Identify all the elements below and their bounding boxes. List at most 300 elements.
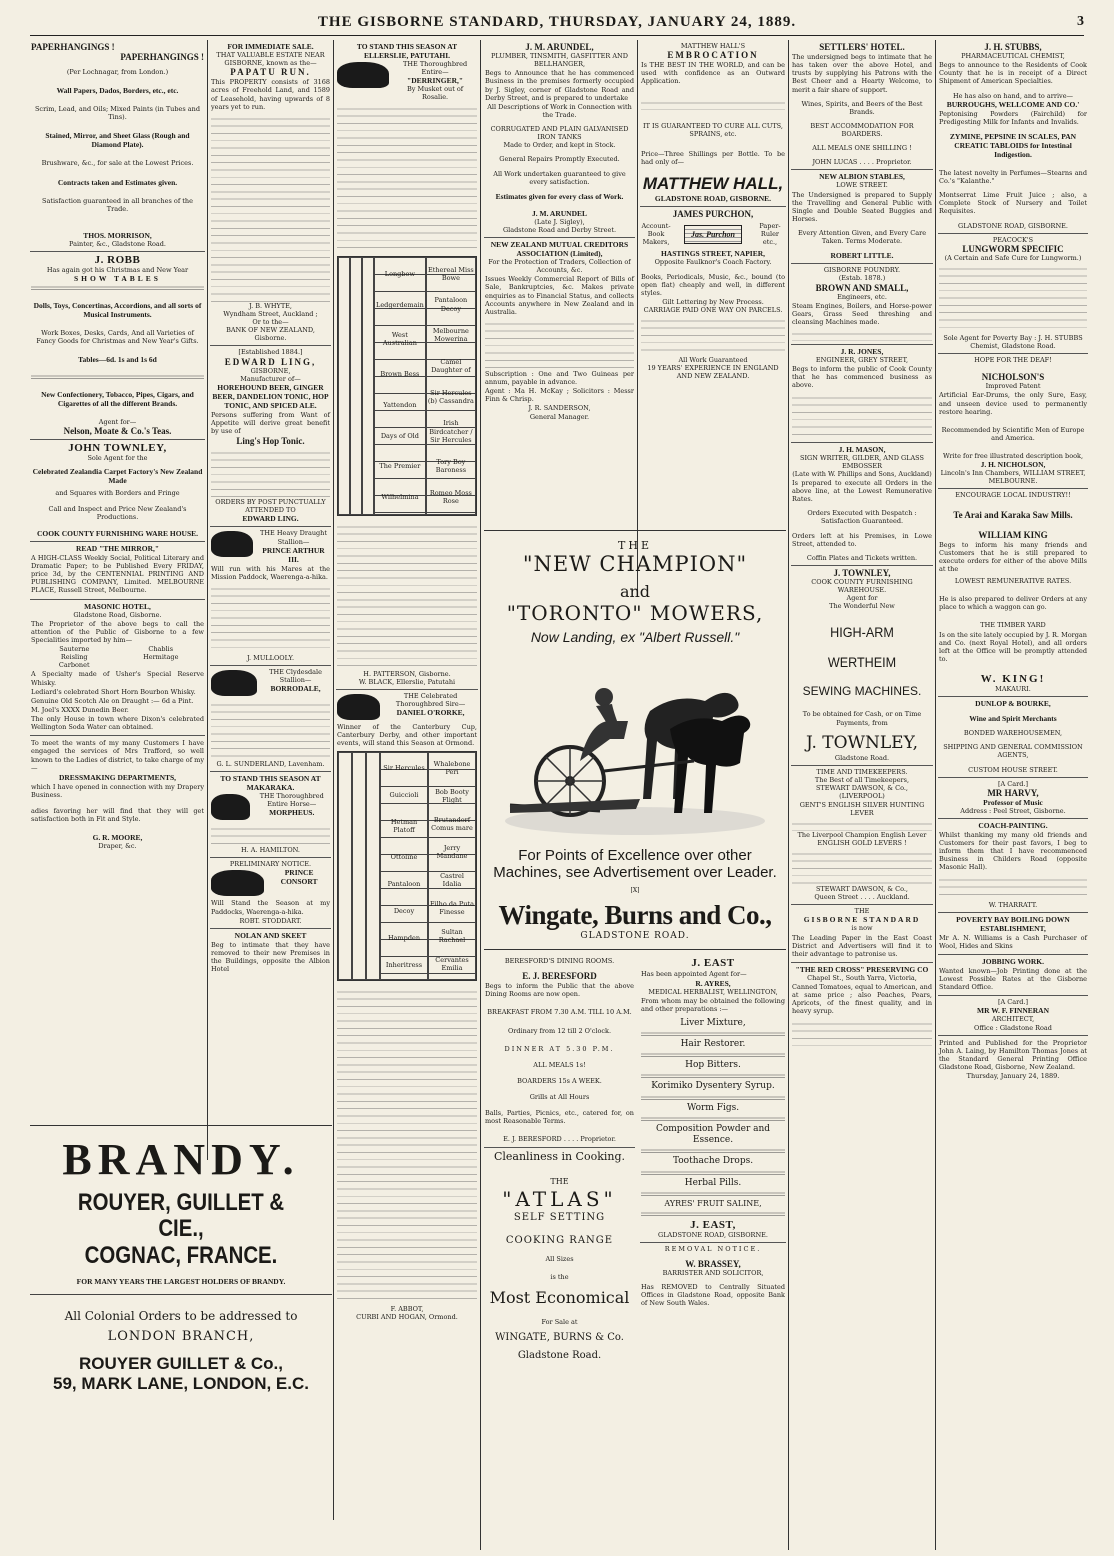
ad-line: Gladstone Road. bbox=[517, 1350, 602, 1362]
ad-line: Ordinary from 12 till 2 O'clock. bbox=[507, 1026, 612, 1035]
townley-sewing-ad bbox=[791, 566, 933, 766]
ad-line: The Best of all Timekeepers, bbox=[814, 776, 910, 785]
ad-line: J. B. WHYTE, bbox=[249, 301, 292, 310]
pedigree-name: Whalebone Peri bbox=[433, 760, 471, 777]
ad-text: Begs to inform his many friends and Customers that he is still prepared to execute orders for either of the above Mills at the bbox=[939, 540, 1087, 573]
ad-text: The only House in town where Dixon's celebrated Wellington Soda Water can obtained. bbox=[31, 715, 204, 732]
ad-name: LUNGWORM SPECIFIC bbox=[962, 243, 1064, 254]
pedigree-name: Days of Old bbox=[380, 431, 419, 440]
ad-heading: BERESFORD'S DINING ROOMS. bbox=[504, 957, 615, 965]
ad-name: EDWARD LING. bbox=[242, 514, 299, 524]
ad-line: E. J. BERESFORD . . . . Proprietor. bbox=[503, 1135, 616, 1144]
pedigree-name: Sir Hercules (b) Cassandra bbox=[427, 388, 474, 405]
ad-line: THE Thoroughbred Entire Horse— bbox=[259, 792, 324, 809]
remedy-item: Herbal Pills. bbox=[684, 1177, 742, 1188]
ad-line: IT IS GUARANTEED TO CURE ALL CUTS, SPRAINS, etc. bbox=[643, 121, 783, 138]
ad-line: SELF SETTING bbox=[513, 1212, 606, 1224]
ad-line: Wall Papers, Dados, Borders, etc., etc. bbox=[56, 86, 179, 96]
promo-landing: Now Landing, ex "Albert Russell." bbox=[530, 629, 740, 645]
ad-line: 19 YEARS' EXPERIENCE IN ENGLAND AND NEW ZEALAND. bbox=[647, 364, 779, 381]
pedigree-name: Melbourne Mowerina bbox=[432, 327, 469, 344]
ad-line: ARCHITECT, bbox=[991, 1015, 1035, 1024]
ad-text: Begs to inform the public of Cook County that he has commenced business as above. bbox=[792, 365, 932, 390]
ad-name: E. J. BERESFORD bbox=[522, 971, 597, 982]
finneran-ad bbox=[938, 996, 1088, 1035]
ad-text: Montserrat Lime Fruit Juice ; also, a Complete Stock of Nursery and Toilet Requisites. bbox=[939, 191, 1087, 216]
pedigree-name: Longbow bbox=[384, 269, 415, 278]
ad-name: COACH-PAINTING. bbox=[978, 820, 1048, 830]
ad-name: WILLIAM KING bbox=[978, 529, 1048, 540]
purchon-logo: Jas. Purchon bbox=[684, 225, 742, 244]
mason-ad bbox=[791, 443, 933, 566]
morpheus-ad bbox=[210, 772, 331, 858]
coach-ad bbox=[938, 819, 1088, 913]
deaf-ad bbox=[938, 354, 1088, 489]
ad-text: This PROPERTY consists of 3168 acres of Freehold Land, and 1589 of Leasehold, having upwards of 8 years yet to run. bbox=[211, 78, 330, 111]
ad-name: NEW ALBION STABLES, bbox=[819, 172, 905, 182]
borrodale-ad bbox=[210, 666, 331, 772]
ad-line: Brushware, &c., for sale at the Lowest Prices. bbox=[41, 159, 194, 168]
ad-line: BARRISTER AND SOLICITOR, bbox=[662, 1269, 764, 1277]
pedigree-name: Brutandorf Comus mare bbox=[431, 816, 473, 833]
foundry-ad bbox=[791, 264, 933, 345]
settlers-hotel-ad bbox=[791, 40, 933, 170]
ad-line: HIGH-ARM bbox=[830, 624, 894, 641]
ad-heading: REMOVAL NOTICE. bbox=[664, 1244, 762, 1253]
ad-line: Most Economical bbox=[489, 1287, 630, 1307]
ad-line: Lincoln's Inn Chambers, WILLIAM STREET, MELBOURNE. bbox=[940, 469, 1086, 486]
ad-line: Every Attention Given, and Every Care Taken. Terms Moderate. bbox=[797, 229, 927, 246]
column-5-lower bbox=[640, 955, 786, 1545]
ad-name: J. MULLOOLY. bbox=[246, 653, 295, 662]
ad-line: Professor of Music bbox=[983, 797, 1043, 807]
ad-line: Account-Book Makers, bbox=[641, 222, 671, 247]
ad-line: COOKING RANGE bbox=[505, 1234, 614, 1246]
remedy-item: Composition Powder and Essence. bbox=[655, 1123, 771, 1145]
ad-name: J. M. ARUNDEL, bbox=[525, 42, 594, 52]
ad-name: ROBT. STODDART. bbox=[239, 916, 302, 925]
ad-name: STEWART DAWSON, & Co., bbox=[815, 784, 909, 793]
ad-line: Stained, Mirror, and Sheet Glass (Rough and Diamond Plate). bbox=[45, 131, 190, 150]
ad-line: JOHN LUCAS . . . . Proprietor. bbox=[812, 158, 912, 167]
ad-text: Beg to intimate that they have removed to their new Premises in the Buildings, opposite the Albion Hotel bbox=[211, 940, 330, 974]
ad-heading: PRELIMINARY NOTICE. bbox=[229, 860, 312, 869]
pedigree-name: Pantaloon bbox=[387, 879, 421, 888]
wine-item: Chablis bbox=[148, 645, 174, 653]
brandy-city: COGNAC, FRANCE. bbox=[84, 1241, 278, 1269]
ad-name: MORPHEUS. bbox=[269, 808, 315, 818]
ad-line: MAKAURI. bbox=[995, 685, 1031, 693]
embrocation-ad bbox=[640, 40, 786, 207]
remedy-item: Liver Mixture, bbox=[680, 1017, 746, 1028]
ad-line: BOARDERS 15s A WEEK. bbox=[517, 1076, 602, 1085]
ad-text: Begs to inform the Public that the above Dining Rooms are now open. bbox=[485, 982, 634, 999]
prince-consort-ad bbox=[210, 858, 331, 929]
ad-heading: ENCOURAGE LOCAL INDUSTRY!! bbox=[955, 491, 1071, 500]
ad-text: Is on the site lately occupied by J. R. Morgan and Co. (next Royal Hotel), and all orders left at the Office will be promptly attended to. bbox=[939, 630, 1087, 663]
ad-line: CUSTOM HOUSE STREET. bbox=[968, 765, 1058, 774]
ad-line: To be obtained for Cash, or on Time Payments, from bbox=[802, 710, 922, 727]
ad-line: Or to the— bbox=[252, 318, 289, 326]
mower-icon bbox=[500, 651, 770, 841]
ad-line: THE bbox=[854, 907, 870, 916]
ad-text: M. Joel's XXXX Dunedin Beer. bbox=[31, 705, 129, 714]
pedigree-name: West Australian bbox=[382, 331, 417, 348]
ad-line: Queen Street . . . . Auckland. bbox=[814, 893, 910, 902]
ad-heading: TIME AND TIMEKEEPERS. bbox=[816, 768, 908, 776]
paperhangings-ad bbox=[30, 40, 205, 252]
pedigree-name: Ethereal Miss Bowe bbox=[427, 265, 474, 282]
stubbs-ad bbox=[938, 40, 1088, 234]
pedigree-table bbox=[337, 256, 477, 516]
ad-line: He has also on hand, and to arrive— bbox=[952, 91, 1074, 100]
ad-text: Artificial Ear-Drums, the only Sure, Easy, and unseen device used to permanently restore hearing. bbox=[939, 391, 1087, 416]
ad-name: W. THARRATT. bbox=[988, 900, 1038, 909]
brassey-ad bbox=[640, 1243, 786, 1312]
ad-line: Tables—6d. 1s and 1s 6d bbox=[78, 355, 157, 365]
ad-line: Ling's Hop Tonic. bbox=[236, 436, 305, 447]
standard-ad bbox=[791, 905, 933, 963]
harvy-ad bbox=[938, 778, 1088, 819]
pedigree-name: Bob Booty Flight bbox=[435, 788, 469, 805]
ad-line: ALL MEALS 1s! bbox=[533, 1060, 586, 1069]
ad-line: GISBORNE, bbox=[250, 366, 291, 375]
ad-text: Wanted known—Job Printing done at the Lowest Possible Rates at the Gisborne Standard Office. bbox=[939, 966, 1087, 992]
wine-item: Carbonet bbox=[58, 661, 90, 670]
ad-heading: Cleanliness in Cooking. bbox=[493, 1149, 626, 1163]
ad-line: Grills at All Hours bbox=[529, 1093, 590, 1101]
ad-line: Write for free illustrated description book, bbox=[942, 452, 1084, 460]
pedigree-name: Camel Daughter of bbox=[431, 357, 471, 375]
masonic-hotel-ad bbox=[30, 600, 205, 737]
ad-name: CURBI AND HOGAN, Ormond. bbox=[356, 1313, 458, 1322]
pedigree-name: The Premier bbox=[379, 462, 421, 471]
ad-line: DRESSMAKING DEPARTMENTS, bbox=[58, 772, 177, 782]
ad-heading: TO STAND THIS SEASON AT MAKARAKA. bbox=[220, 774, 321, 793]
east-ad bbox=[640, 955, 786, 1243]
ad-text: Steam Engines, Boilers, and Horse-power Gears, Grass Seed threshing and cleansing Machines made. bbox=[792, 301, 932, 326]
ad-heading: MATTHEW HALL'S bbox=[680, 42, 746, 50]
column-3 bbox=[336, 40, 478, 1540]
ad-line: LOWE STREET. bbox=[836, 181, 888, 190]
pedigree-name: Ledgerdemain bbox=[376, 300, 424, 309]
ad-name: J. M. ARUNDEL bbox=[531, 208, 587, 218]
ad-text: A HIGH-CLASS Weekly Social, Political Literary and Dramatic Paper; to be Published Every FRIDAY, price 3d, by the CENTENNIAL PRINTING AND PUBLISHING COMPANY, Limited. MELBOURNE PLACE, Russell Street, Melbourne. bbox=[31, 553, 204, 595]
ad-text: The Undersigned is prepared to Supply the Travelling and General Public with Single and Double Seated Buggies and Horses. bbox=[792, 190, 932, 223]
column-5 bbox=[640, 40, 786, 568]
ad-line: SHIPPING AND GENERAL COMMISSION AGENTS, bbox=[943, 743, 1083, 760]
ad-heading: TO STAND THIS SEASON AT ELLERSLIE, PATUTAHI. bbox=[356, 42, 458, 60]
ad-line: LOWEST REMUNERATIVE RATES. bbox=[954, 577, 1072, 585]
ad-name: J. EAST bbox=[691, 957, 735, 969]
column-2 bbox=[210, 40, 331, 1120]
ad-line: ZYMINE, PEPSINE IN SCALES, PAN CREATIC TABLOIDS for Intestinal Indigestion. bbox=[949, 131, 1077, 159]
townley-carpet-ad bbox=[30, 440, 205, 542]
ad-line: New Confectionery, Tobacco, Pipes, Cigars, and Cigarettes of all the different Brands. bbox=[41, 390, 194, 409]
wine-item: Sauterne bbox=[59, 645, 90, 653]
horse-icon bbox=[211, 531, 253, 557]
ad-name: BROWN AND SMALL, bbox=[815, 282, 909, 293]
ad-line: THE bbox=[550, 1177, 569, 1187]
ad-line: Work Boxes, Desks, Cards, And all Varieties of Fancy Goods for Christmas and New Year's Gifts. bbox=[36, 329, 199, 346]
ad-text: A Specialty made of Usher's Special Reserve Whisky. bbox=[31, 670, 204, 687]
ad-line: COOK COUNTY FURNISHING WAREHOUSE. bbox=[811, 577, 913, 594]
ad-heading: GISBORNE FOUNDRY. bbox=[823, 266, 901, 275]
pedigree-name: Hampden bbox=[387, 933, 421, 942]
ad-name: EDWARD LING, bbox=[224, 356, 317, 367]
ad-line: Nelson, Moate & Co.'s Teas. bbox=[63, 426, 172, 437]
ad-line: For the Protection of Traders, Collection of Accounts, &c. bbox=[488, 258, 631, 275]
ad-name: J. TOWNLEY, bbox=[833, 567, 891, 578]
ad-name: JAMES PURCHON, bbox=[672, 209, 754, 219]
remedy-item: Toothache Drops. bbox=[672, 1156, 754, 1167]
ad-name: "ATLAS" bbox=[502, 1187, 617, 1212]
pedigree-name: Yattendon bbox=[383, 400, 417, 409]
ad-line: WERTHEIM bbox=[827, 654, 897, 671]
remedy-item: Hop Bitters. bbox=[685, 1060, 741, 1070]
brandy-ad bbox=[30, 1125, 332, 1525]
ad-name: W. KING! bbox=[980, 673, 1046, 685]
ad-name: W. BRASSEY, bbox=[685, 1259, 741, 1269]
ad-line: is now bbox=[851, 924, 873, 933]
ad-line: PLUMBER, TINSMITH, GASFITTER AND BELLHANGER, bbox=[491, 52, 628, 69]
ad-name: READ "THE MIRROR," bbox=[75, 543, 160, 553]
ad-line: Address : Peel Street, Gisborne. bbox=[960, 806, 1066, 815]
pedigree-name: Castrel Idalia bbox=[440, 872, 464, 889]
ad-text: Will Stand the Season at my Paddocks, Waerenga-a-hika. bbox=[211, 899, 330, 916]
ad-line: DINNER AT 5.30 P.M. bbox=[504, 1044, 615, 1053]
brandy-years: FOR MANY YEARS THE LARGEST HOLDERS OF BRANDY. bbox=[30, 1277, 332, 1295]
ad-text: Persons suffering from Want of Appetite will derive great benefit by use of bbox=[211, 410, 330, 435]
ad-line: The Wonderful New bbox=[829, 602, 895, 611]
ad-text: Issues Weekly Commercial Report of Bills of Sale, Bankruptcies, &c. Makes private enquiries as to Financial Status, and collects Accounts anywhere in New Zealand and in Australia. bbox=[485, 275, 634, 316]
promo-toronto: "TORONTO" MOWERS, bbox=[506, 601, 764, 625]
prince-arthur-ad bbox=[210, 527, 331, 666]
brandy-heading: BRANDY. bbox=[62, 1135, 300, 1184]
horse-icon bbox=[211, 794, 250, 820]
ad-name: J. TOWNLEY, bbox=[805, 732, 919, 753]
promo-the: THE bbox=[618, 539, 652, 552]
ad-line: Estimates given for every class of Work. bbox=[495, 191, 624, 201]
dunlop-ad bbox=[938, 697, 1088, 778]
ad-line: PHARMACEUTICAL CHEMIST, bbox=[961, 52, 1065, 60]
ad-name: MASONIC HOTEL, bbox=[84, 601, 151, 611]
ad-heading: PAPERHANGINGS ! bbox=[31, 42, 115, 52]
ad-line: All Work undertaken guaranteed to give every satisfaction. bbox=[493, 169, 626, 186]
brandy-firm-2: ROUYER GUILLET & Co., bbox=[79, 1354, 283, 1374]
ad-name: STEWART DAWSON, & Co., bbox=[815, 885, 909, 893]
ad-text: Balls, Parties, Picnics, etc., catered for, on most Reasonable Terms. bbox=[485, 1109, 634, 1126]
albion-stables-ad bbox=[791, 170, 933, 264]
ad-name: PAPATU RUN. bbox=[230, 67, 311, 78]
ad-text: From whom may be obtained the following and other preparations :— bbox=[641, 997, 785, 1014]
horse-icon bbox=[337, 62, 389, 88]
ad-line: Opposite Faulknor's Coach Factory. bbox=[654, 258, 772, 267]
pedigree-name: Inheritress bbox=[385, 960, 423, 969]
ad-line: R. AYRES, bbox=[695, 979, 731, 989]
creditors-ad bbox=[484, 238, 635, 424]
purchon-ad bbox=[640, 207, 786, 384]
imprint-text: Printed and Published for the Proprietor John A. Laing, by Hamilton Thomas Jones at the Standard General Printing Office Gladstone Road, Gisborne, New Zealand. bbox=[939, 1038, 1087, 1071]
ad-name: "THE RED CROSS" PRESERVING CO bbox=[795, 964, 929, 974]
ad-line: Coffin Plates and Tickets written. bbox=[806, 553, 918, 562]
remedy-item: Worm Figs. bbox=[686, 1102, 740, 1113]
daniel-orourke-ad bbox=[336, 690, 478, 1325]
ad-line: THE Clydesdale Stallion— bbox=[269, 668, 322, 685]
ad-text: Begs to Announce that he has commenced Business in the premises formerly occupied by J. Sigley, corner of Gladstone Road and Derby Street, and is prepared to undertake bbox=[485, 69, 634, 102]
remedy-item: AYRES' FRUIT SALINE, bbox=[664, 1198, 762, 1208]
ad-line: ENGLISH GOLD LEVERS ! bbox=[817, 838, 907, 847]
ad-name: PRINCE CONSORT bbox=[280, 868, 318, 887]
ad-line: CORRUGATED AND PLAIN GALVANISED IRON TANKS bbox=[490, 125, 629, 142]
ad-text: Is prepared to execute all Orders in the above line, at the Lowest Remunerative Rates. bbox=[792, 478, 932, 504]
ad-text: Books, Periodicals, Music, &c., bound (to open flat) cheaply and well, in different styles. bbox=[641, 272, 785, 297]
ad-name: NOLAN AND SKEET bbox=[234, 930, 307, 940]
ad-text: Price—Three Shillings per Bottle. To be had only of— bbox=[641, 149, 785, 166]
brandy-firm: ROUYER, GUILLET & CIE., bbox=[77, 1189, 285, 1243]
ad-line: THE TIMBER YARD bbox=[980, 621, 1046, 630]
column-1 bbox=[30, 40, 205, 1120]
ad-name: J. EAST, bbox=[690, 1218, 736, 1231]
ad-text: which I have opened in connection with my Drapery Business. bbox=[31, 782, 204, 799]
ad-text: Begs to announce to the Residents of Cook County that he is in receipt of a Direct Shipment of American Specialties. bbox=[939, 61, 1087, 86]
ad-line: BONDED WAREHOUSEMEN, bbox=[963, 729, 1063, 738]
pedigree-name: Wilhelmina bbox=[381, 493, 419, 502]
ad-line: Call and Inspect and Price New Zealand's Productions. bbox=[48, 504, 187, 521]
ad-name: J. H. STUBBS, bbox=[984, 42, 1042, 52]
masthead-title: THE GISBORNE STANDARD, THURSDAY, JANUARY 24, 1889. bbox=[317, 14, 797, 30]
masthead bbox=[30, 6, 1084, 36]
pedigree-name: Tory Boy Baroness bbox=[435, 458, 467, 475]
ad-text: The Leading Paper in the East Coast District and Advertisers will find it to their advantage to patronise us. bbox=[792, 933, 932, 958]
ad-line: SHOW TABLES bbox=[74, 274, 161, 283]
promo-firm: Wingate, Burns and Co., bbox=[498, 900, 772, 930]
ad-line: All Sizes bbox=[545, 1255, 574, 1264]
ad-name: G. R. MOORE, bbox=[92, 833, 143, 843]
ad-line: THE Thoroughbred Entire— bbox=[403, 60, 468, 77]
ad-line: Agent for bbox=[846, 594, 878, 603]
pedigree-name: Romeo Moss Rose bbox=[429, 489, 472, 506]
ad-line: Sole Agent for the bbox=[87, 454, 148, 463]
brandy-branch: LONDON BRANCH, bbox=[107, 1329, 255, 1345]
ad-line: By Musket out of Rosalie. bbox=[406, 85, 464, 102]
ad-heading: FOR IMMEDIATE SALE. bbox=[227, 42, 314, 51]
ad-line: SEWING MACHINES. bbox=[802, 684, 922, 699]
ad-line: HOREHOUND BEER, GINGER BEER, DANDELION TONIC, HOP TONIC, AND SPICED ALE. bbox=[212, 382, 329, 410]
ad-name: ROBERT LITTLE. bbox=[830, 251, 894, 261]
ad-line: (Estab. 1878.) bbox=[838, 274, 886, 283]
beresford-ad bbox=[484, 955, 635, 1148]
ad-text: Genuine Old Scotch Ale on Draught :— 6d a Pint. bbox=[31, 696, 194, 705]
ad-line: Recommended by Scientific Men of Europe and America. bbox=[941, 425, 1085, 442]
jones-ad bbox=[791, 345, 933, 443]
ad-line: BEST ACCOMMODATION FOR BOARDERS. bbox=[810, 121, 914, 138]
ad-name: DUNLOP & BOURKE, bbox=[975, 699, 1051, 709]
ad-text: Lediard's celebrated Short Horn Bourbon Whisky. bbox=[31, 687, 196, 696]
ad-line: Draper, &c. bbox=[98, 842, 137, 851]
boiling-ad bbox=[938, 913, 1088, 955]
ad-name: BORRODALE, bbox=[270, 684, 321, 694]
pedigree-table bbox=[337, 751, 477, 981]
moore-ad bbox=[30, 736, 205, 853]
ad-line: Painter, &c., Gladstone Road. bbox=[68, 239, 166, 248]
ad-line: Te Arai and Karaka Saw Mills. bbox=[953, 509, 1073, 520]
ad-name: "DERRINGER," bbox=[407, 76, 464, 86]
ad-name: J. R. JONES, bbox=[840, 347, 884, 356]
ad-name: PRINCE ARTHUR III. bbox=[262, 545, 325, 564]
mower-promo bbox=[484, 530, 786, 950]
ad-text: Orders left at his Premises, in Lowe Street, attended to. bbox=[792, 531, 932, 548]
ad-line: (Per Lochnagar, from London.) bbox=[66, 68, 169, 76]
ad-line: Has again got his Christmas and New Year bbox=[46, 265, 189, 274]
ad-text: To meet the wants of my many Customers I have engaged the services of Mrs Trafford, so well known to the Ladies of district, to take charge of my— bbox=[31, 739, 205, 772]
ad-line: The Liverpool Champion English Lever bbox=[797, 830, 927, 839]
ad-line: THE Celebrated Thoroughbred Sire— bbox=[395, 691, 466, 708]
ad-line: All Work Guaranteed bbox=[678, 356, 748, 365]
ad-text: The Proprietor of the above begs to call the attention of the Public of Gisborne to a few Specialities imported by him— bbox=[31, 619, 204, 644]
ad-text: Is THE BEST IN THE WORLD, and can be used with confidence as an Outward Application. bbox=[641, 61, 785, 86]
ad-line: Improved Patent bbox=[985, 382, 1041, 391]
ad-name: J. R. SANDERSON, bbox=[528, 404, 591, 413]
ad-line: Sole Agent for Poverty Bay : J. H. STUBBS Chemist, Gladstone Road. bbox=[943, 333, 1083, 350]
ad-line: GLADSTONE ROAD, GISBORNE. bbox=[658, 1230, 768, 1239]
ad-text: Has REMOVED to Centrally Situated Offices in Gladstone Road, opposite Bank of New South Wales. bbox=[641, 1283, 785, 1308]
ad-name: JOHN TOWNLEY, bbox=[68, 442, 167, 455]
pedigree-name: Hetman Platoff bbox=[390, 817, 418, 834]
ad-text: Agent : Ma H. McKay ; Solicitors : Messr Finn & Chrisp. bbox=[485, 387, 634, 404]
ad-line: Agent for— bbox=[98, 418, 137, 427]
pedigree-name: Guiccioli bbox=[389, 790, 419, 799]
ad-line: BREAKFAST FROM 7.30 A.M. TILL 10 A.M. bbox=[487, 1008, 632, 1017]
ad-line: SIGN WRITER, GILDER, AND GLASS EMBOSSER bbox=[800, 453, 924, 470]
pedigree-name: Irish Birdcatcher / Sir Hercules bbox=[429, 419, 473, 444]
ad-name: JOBBING WORK. bbox=[982, 956, 1044, 966]
pedigree-name: Jerry Mandane bbox=[436, 844, 468, 861]
ad-name: J. H. MASON, bbox=[838, 444, 886, 454]
ad-line: is the bbox=[550, 1273, 569, 1282]
ad-text: Will run with his Mares at the Mission Paddock, Waerenga-a-hika. bbox=[211, 564, 330, 581]
promo-points: For Points of Excellence over other Machines, see Advertisement over Leader. bbox=[493, 847, 777, 881]
ad-name: H. PATTERSON, Gisborne. bbox=[363, 669, 451, 678]
ad-line: Gladstone Road, Gisborne. bbox=[73, 610, 162, 619]
papatu-run-ad bbox=[210, 40, 331, 346]
ad-line: All Descriptions of Work in Connection with the Trade. bbox=[487, 102, 632, 119]
ad-line: Gilt Lettering by New Process. bbox=[662, 297, 764, 306]
ad-line: BURROUGHS, WELLCOME AND CO.' bbox=[946, 99, 1080, 109]
promo-and: and bbox=[619, 582, 651, 601]
ad-line: GENT'S ENGLISH SILVER HUNTING LEVER bbox=[799, 800, 925, 817]
atlas-range-ad bbox=[484, 1148, 635, 1366]
horse-icon bbox=[211, 670, 257, 696]
ad-line: Wyndham Street, Auckland ; bbox=[223, 309, 318, 318]
pedigree-name: Sir Hercules bbox=[383, 763, 425, 772]
ad-name: H. A. HAMILTON. bbox=[240, 846, 300, 855]
ad-name: F. ABBOT, bbox=[390, 1305, 424, 1314]
column-4-lower bbox=[484, 955, 635, 1545]
ad-line: [A Card.] bbox=[997, 779, 1028, 788]
column-7 bbox=[938, 40, 1088, 1545]
ad-text: Has been appointed Agent for— bbox=[641, 970, 747, 978]
ad-text: Winner of the Canterbury Cup, Canterbury Derby, and other important events, will stand this Season at Ormond. bbox=[337, 722, 477, 747]
ad-line: (Late J. Sigley), bbox=[534, 217, 585, 226]
ad-heading: PEACOCK'S bbox=[992, 235, 1034, 244]
pedigree-name: Decoy bbox=[393, 906, 415, 915]
ad-line: GLADSTONE ROAD, GISBORNE. bbox=[958, 221, 1068, 230]
horse-icon bbox=[337, 694, 380, 720]
ad-text: Canned Tomatoes, equal to American, and at same price ; also Peaches, Pears, Apricots, of the finest quality, and in heavy syrup. bbox=[792, 983, 932, 1016]
ad-line: Wine and Spirit Merchants bbox=[969, 714, 1057, 724]
lungworm-ad bbox=[938, 234, 1088, 355]
